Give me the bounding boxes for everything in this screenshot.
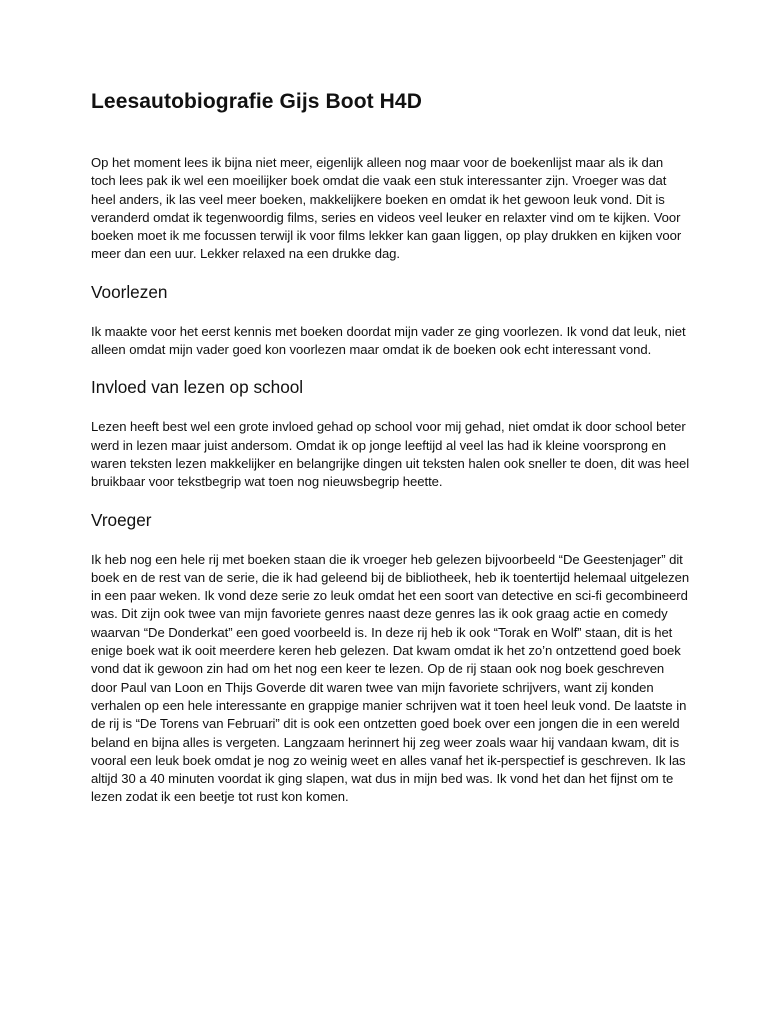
- section-body-vroeger: Ik heb nog een hele rij met boeken staan die ik vroeger heb gelezen bijvoorbeeld “De Geestenjager” dit boek en de rest van de serie, die ik had geleend bij de bibliotheek, heb ik toentertijd helemaal uitgelezen in een paar weken. Ik vond deze serie zo leuk omdat het een soort van detective en sci-fi gecombineerd was. Dit zijn ook twee van mijn favoriete genres naast deze genres las ik ook graag actie en comedy waarvan “De Donderkat” een goed voorbeeld is. In deze rij heb ik ook “Torak en Wolf” staan, dit is het enige boek wat ik ooit meerdere keren heb gelezen. Dat kwam omdat ik het zo’n ontzettend goed boek vond dat ik gewoon zin had om het nog een keer te lezen. Op de rij staan ook nog boek geschreven door Paul van Loon en Thijs Goverde dit waren twee van mijn favoriete schrijvers, want zij konden verhalen op een hele interessante en grappige manier schrijven wat it toen heel leuk vond. De laatste in de rij is “De Torens van Februari” dit is ook een ontzetten goed boek over een jongen die in een wereld beland en bijna alles is vergeten. Langzaam herinnert hij zeg weer zoals waar hij vandaan kwam, dit is vooral een leuk boek omdat je nog zo weinig weet en alles vanaf het ik-perspectief is geschreven. Ik las altijd 30 a 40 minuten voordat ik ging slapen, wat dus in mijn bed was. Ik vond het dan het fijnst om te lezen zodat ik een beetje tot rust kon komen.: [91, 551, 690, 805]
- document-page: [91, 88, 691, 807]
- section-heading-invloed: Invloed van lezen op school: [91, 377, 304, 398]
- section-heading-vroeger: Vroeger: [91, 509, 152, 530]
- section-body-invloed: Lezen heeft best wel een grote invloed gehad op school voor mij gehad, niet omdat ik door school beter werd in lezen maar juist andersom. Omdat ik op jonge leeftijd al veel las had ik kleine voorsprong en waren teksten lezen makkelijker en belangrijke dingen uit teksten halen ook sneller te doen, dit was heel bruikbaar voor tekstbegrip wat toen nog nieuwsbegrip heette.: [91, 419, 690, 490]
- section-heading-voorlezen: Voorlezen: [91, 281, 168, 302]
- intro-paragraph: Op het moment lees ik bijna niet meer, eigenlijk alleen nog maar voor de boekenlijst maar als ik dan toch lees pak ik wel een moeilijker boek omdat die vaak een stuk interessanter zijn. Vroeger was dat heel anders, ik las veel meer boeken, makkelijkere boeken en omdat ik het gewoon leuk vond. Dit is veranderd omdat ik tegenwoordig films, series en videos veel leuker en relaxter vind om te kijken. Voor boeken moet ik me focussen terwijl ik voor films lekker kan gaan liggen, op play drukken en kijken voor meer dan een uur. Lekker relaxed na een drukke dag.: [91, 155, 682, 262]
- document-title: Leesautobiografie Gijs Boot H4D: [91, 90, 422, 113]
- section-body-voorlezen: Ik maakte voor het eerst kennis met boeken doordat mijn vader ze ging voorlezen. Ik vond dat leuk, niet alleen omdat mijn vader goed kon voorlezen maar omdat ik de boeken ook echt interessant vond.: [91, 323, 686, 358]
